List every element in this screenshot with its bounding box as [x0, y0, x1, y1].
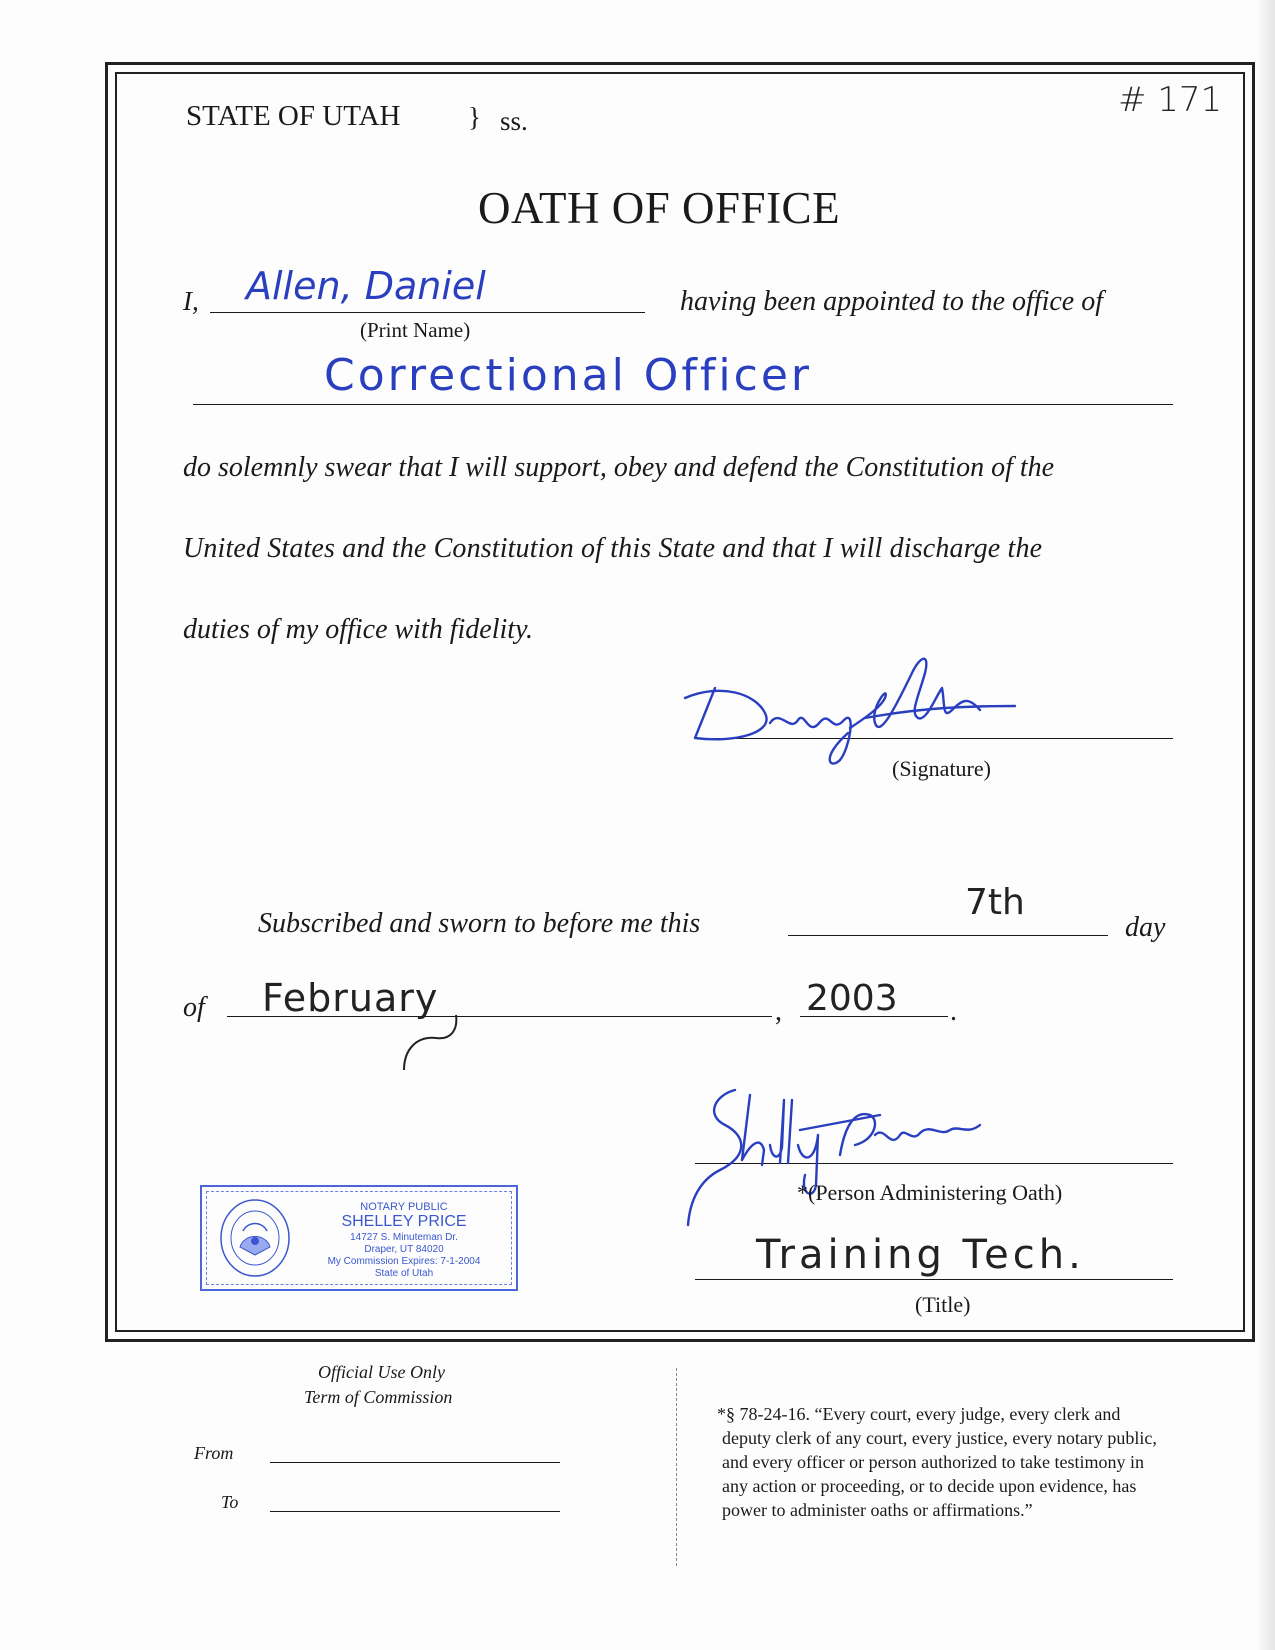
oath-prefix: I, [183, 286, 199, 316]
stamp-line-6: State of Utah [374, 1268, 434, 1279]
office-value: Correctional Officer [324, 350, 812, 401]
print-name-value: Allen, Daniel [246, 264, 486, 308]
stamp-line-2: SHELLEY PRICE [341, 1213, 467, 1230]
title-line [695, 1279, 1173, 1280]
print-name-caption: (Print Name) [360, 318, 471, 342]
page-title: OATH OF OFFICE [478, 183, 841, 233]
stamp-line-1: NOTARY PUBLIC [360, 1201, 448, 1213]
from-line [270, 1462, 560, 1463]
stamp-line-3: 14727 S. Minuteman Dr. [350, 1232, 458, 1243]
office-line [193, 404, 1173, 405]
footnote-line-1: *§ 78-24-16. “Every court, every judge, every clerk and [717, 1404, 1121, 1424]
file-number: # 171 [1118, 80, 1223, 120]
footnote-line-3: and every officer or person authorized to take testimony in [722, 1452, 1145, 1472]
venue-brace: } [468, 102, 481, 132]
footnote-line-4: any action or proceeding, or to decide upon evidence, has [722, 1476, 1137, 1496]
day-value: 7th [965, 882, 1025, 923]
notary-stamp [200, 1185, 518, 1291]
administrator-caption: *(Person Administering Oath) [797, 1180, 1063, 1205]
print-name-line [210, 312, 645, 313]
from-label: From [194, 1443, 234, 1463]
month-value: February [262, 976, 439, 1020]
oath-body-line-2: United States and the Constitution of this State and that I will discharge the [183, 533, 1043, 564]
year-value: 2003 [806, 978, 898, 1019]
title-value: Training Tech. [756, 1232, 1085, 1278]
year-comma: , [775, 996, 782, 1027]
footer-divider [676, 1368, 677, 1566]
administrator-signature [680, 1075, 1050, 1235]
stamp-line-5: My Commission Expires: 7-1-2004 [327, 1256, 481, 1267]
to-line [270, 1511, 560, 1512]
footnote-line-5: power to administer oaths or affirmations.” [722, 1500, 1033, 1520]
day-label: day [1125, 912, 1166, 943]
stamp-line-4: Draper, UT 84020 [364, 1244, 444, 1255]
signature-caption: (Signature) [892, 756, 991, 781]
title-caption: (Title) [915, 1292, 971, 1317]
venue-ss: ss. [500, 106, 528, 136]
term-of-commission-heading: Term of Commission [304, 1387, 453, 1407]
sworn-text: Subscribed and sworn to before me this [258, 908, 701, 939]
state-seal-icon [218, 1197, 292, 1279]
oath-body-line-3: duties of my office with fidelity. [183, 614, 533, 645]
day-line [788, 935, 1108, 936]
paper-edge [1257, 0, 1275, 1650]
appointed-text: having been appointed to the office of [680, 286, 1104, 317]
year-period: . [950, 996, 957, 1027]
footnote-line-2: deputy clerk of any court, every justice, every notary public, [722, 1428, 1157, 1448]
venue-label: STATE OF UTAH [186, 100, 401, 132]
to-label: To [221, 1492, 239, 1512]
official-use-heading: Official Use Only [318, 1362, 445, 1382]
oath-body-line-1: do solemnly swear that I will support, obey and defend the Constitution of the [183, 452, 1055, 483]
month-flourish [396, 1010, 466, 1075]
of-label: of [183, 992, 205, 1023]
